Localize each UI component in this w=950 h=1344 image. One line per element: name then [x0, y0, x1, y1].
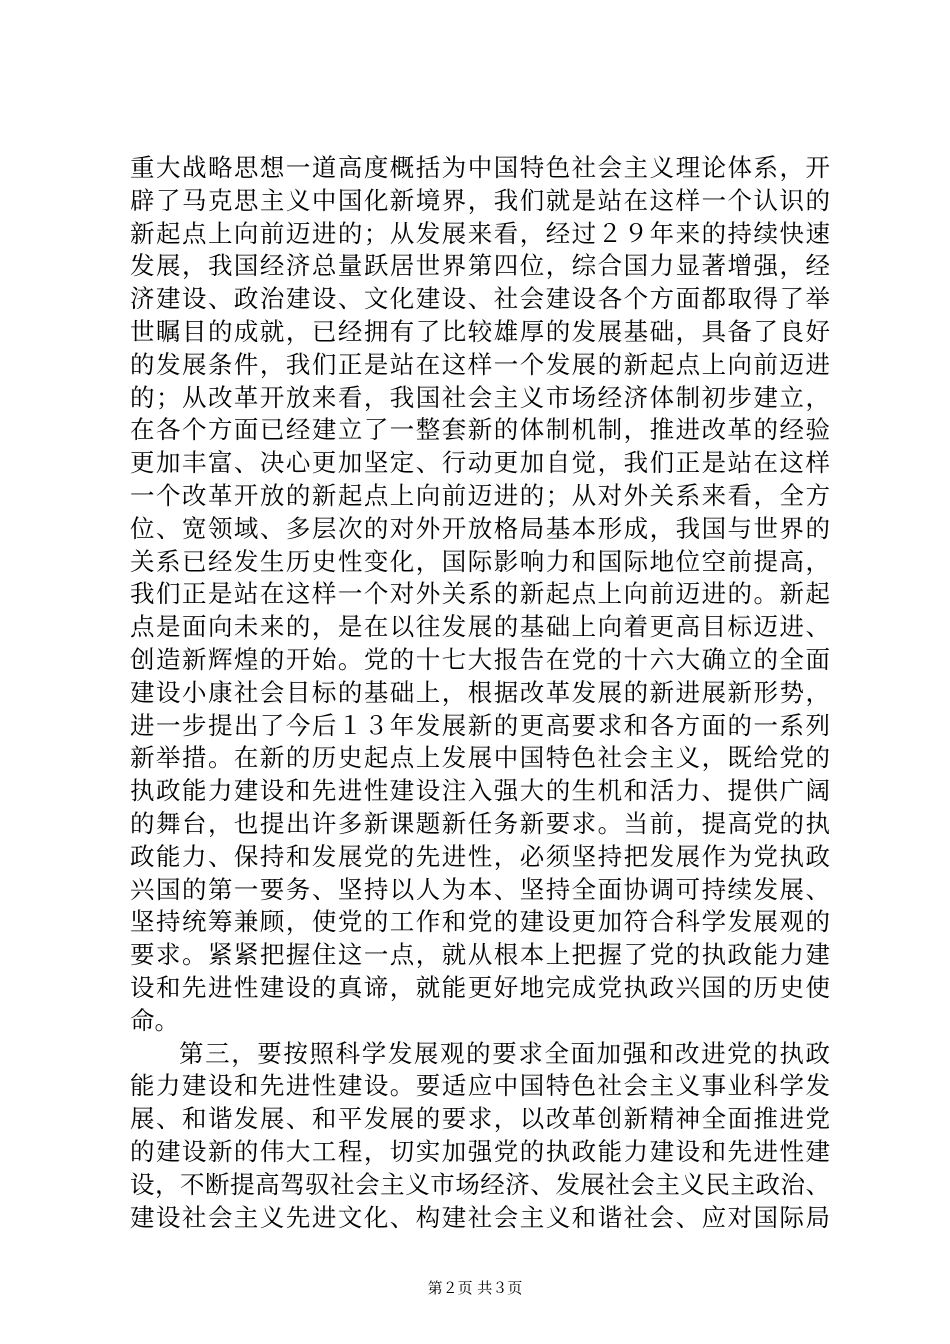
text-line: 的舞台，也提出许多新课题新任务新要求。当前，提高党的执 [130, 808, 830, 838]
text-line: 济建设、政治建设、文化建设、社会建设各个方面都取得了举 [130, 284, 830, 314]
text-line: 命。 [130, 1005, 179, 1035]
text-line: 设和先进性建设的真谛，就能更好地完成党执政兴国的历史使 [130, 972, 830, 1002]
page-number-label: 第２页 共３页 [427, 1279, 523, 1297]
text-line: 展、和谐发展、和平发展的要求，以改革创新精神全面推进党 [130, 1104, 830, 1134]
text-line: 兴国的第一要务、坚持以人为本、坚持全面协调可持续发展、 [130, 874, 830, 904]
text-line: 建设小康社会目标的基础上，根据改革发展的新进展新形势， [130, 677, 830, 707]
text-line: 的建设新的伟大工程，切实加强党的执政能力建设和先进性建 [130, 1136, 830, 1166]
text-line: 辟了马克思主义中国化新境界，我们就是站在这样一个认识的 [130, 185, 830, 215]
text-line: 发展，我国经济总量跃居世界第四位，综合国力显著增强，经 [130, 251, 830, 281]
text-line: 政能力、保持和发展党的先进性，必须坚持把发展作为党执政 [130, 841, 830, 871]
text-line: 设，不断提高驾驭社会主义市场经济、发展社会主义民主政治、 [130, 1169, 830, 1199]
text-line: 在各个方面已经建立了一整套新的体制机制，推进改革的经验 [130, 415, 830, 445]
body-text [130, 152, 830, 1234]
text-line: 要求。紧紧把握住这一点，就从根本上把握了党的执政能力建 [130, 940, 830, 970]
text-line: 建设社会主义先进文化、构建社会主义和谐社会、应对国际局 [130, 1202, 830, 1232]
text-line: 新举措。在新的历史起点上发展中国特色社会主义，既给党的 [130, 743, 830, 773]
text-line: 的；从改革开放来看，我国社会主义市场经济体制初步建立， [130, 382, 830, 412]
text-line: 我们正是站在这样一个对外关系的新起点上向前迈进的。新起 [130, 579, 830, 609]
paragraph-start-line: 第三，要按照科学发展观的要求全面加强和改进党的执政 [179, 1038, 830, 1068]
text-line: 关系已经发生历史性变化，国际影响力和国际地位空前提高， [130, 546, 830, 576]
text-line: 更加丰富、决心更加坚定、行动更加自觉，我们正是站在这样 [130, 448, 830, 478]
text-line: 进一步提出了今后１３年发展新的更高要求和各方面的一系列 [130, 710, 830, 740]
text-line: 世瞩目的成就，已经拥有了比较雄厚的发展基础，具备了良好 [130, 316, 830, 346]
text-line: 能力建设和先进性建设。要适应中国特色社会主义事业科学发 [130, 1071, 830, 1101]
text-line: 创造新辉煌的开始。党的十七大报告在党的十六大确立的全面 [130, 644, 830, 674]
text-line: 坚持统筹兼顾，使党的工作和党的建设更加符合科学发展观的 [130, 907, 830, 937]
text-line: 新起点上向前迈进的；从发展来看，经过２９年来的持续快速 [130, 218, 830, 248]
text-line: 重大战略思想一道高度概括为中国特色社会主义理论体系，开 [130, 153, 830, 182]
page-footer [0, 1278, 950, 1298]
text-line: 执政能力建设和先进性建设注入强大的生机和活力、提供广阔 [130, 776, 830, 806]
text-line: 一个改革开放的新起点上向前迈进的；从对外关系来看，全方 [130, 480, 830, 510]
text-line: 的发展条件，我们正是站在这样一个发展的新起点上向前迈进 [130, 349, 830, 379]
text-line: 位、宽领域、多层次的对外开放格局基本形成，我国与世界的 [130, 513, 830, 543]
text-line: 点是面向未来的，是在以往发展的基础上向着更高目标迈进、 [130, 612, 830, 642]
